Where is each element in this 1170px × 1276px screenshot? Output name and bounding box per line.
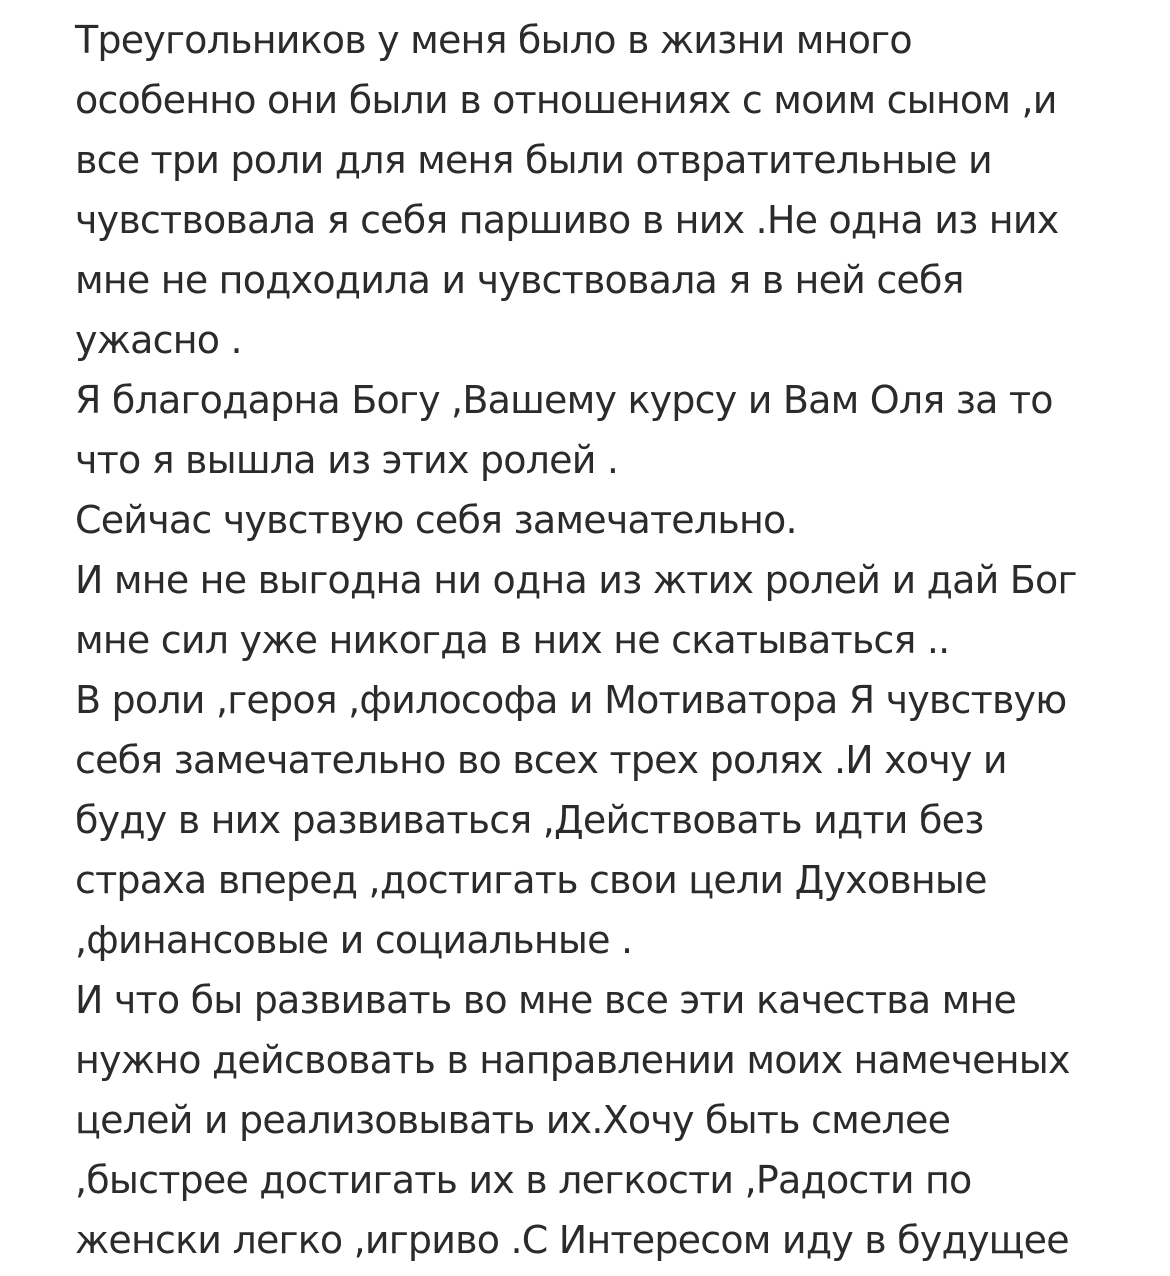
text-line-18: нужно дейсвовать в направлении моих намеченых bbox=[75, 1038, 1070, 1082]
text-line-17: И что бы развивать во мне все эти качества мне bbox=[75, 978, 1017, 1022]
text-line-8: что я вышла из этих ролей . bbox=[75, 438, 619, 482]
text-line-19: целей и реализовывать их.Хочу быть смелее bbox=[75, 1098, 951, 1142]
text-line-20: ,быстрее достигать их в легкости ,Радости по bbox=[75, 1158, 972, 1202]
text-line-6: ужасно . bbox=[75, 318, 242, 362]
text-line-16: ,финансовые и социальные . bbox=[75, 918, 633, 962]
text-line-7: Я благодарна Богу ,Вашему курсу и Вам Оля за то bbox=[75, 378, 1053, 422]
text-line-5: мне не подходила и чувствовала я в ней себя bbox=[75, 258, 964, 302]
text-line-9: Сейчас чувствую себя замечательно. bbox=[75, 498, 797, 542]
text-line-11: мне сил уже никогда в них не скатываться .. bbox=[75, 618, 950, 662]
text-line-21: женски легко ,игриво .С Интересом иду в будущее bbox=[75, 1218, 1069, 1262]
document-text bbox=[75, 10, 1135, 1270]
text-line-15: страха вперед ,достигать свои цели Духовные bbox=[75, 858, 987, 902]
text-line-14: буду в них развиваться ,Действовать идти без bbox=[75, 798, 984, 842]
text-line-2: особенно они были в отношениях с моим сыном ,и bbox=[75, 78, 1057, 122]
text-line-13: себя замечательно во всех трех ролях .И хочу и bbox=[75, 738, 1007, 782]
text-line-1: Треугольников у меня было в жизни много bbox=[75, 18, 912, 62]
text-line-10: И мне не выгодна ни одна из жтих ролей и дай Бог bbox=[75, 558, 1077, 602]
text-line-3: все три роли для меня были отвратительные и bbox=[75, 138, 992, 182]
text-line-12: В роли ,героя ,философа и Мотиватора Я чувствую bbox=[75, 678, 1067, 722]
text-line-4: чувствовала я себя паршиво в них .Не одна из них bbox=[75, 198, 1059, 242]
